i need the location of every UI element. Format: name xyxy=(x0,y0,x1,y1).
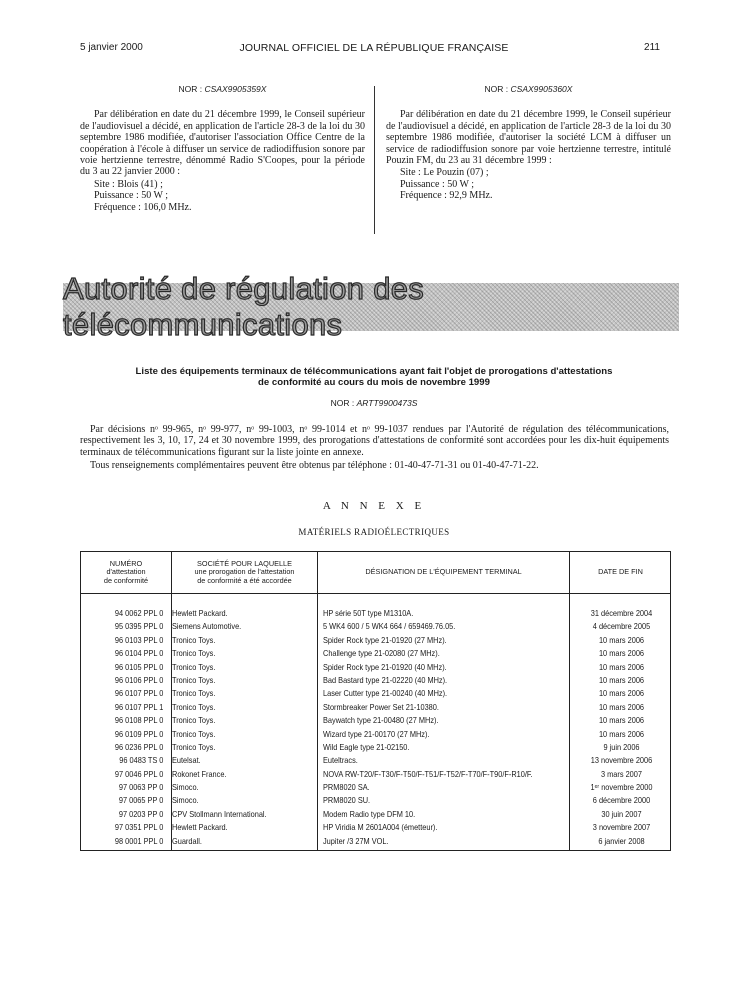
cell-designation: Spider Rock type 21-01920 (40 MHz). xyxy=(323,662,447,672)
cell-societe: Tronico Toys. xyxy=(172,716,216,726)
cell-date: 31 décembre 2004 xyxy=(590,609,653,618)
right-notice-frequence: Fréquence : 92,9 MHz. xyxy=(400,190,493,202)
table-row xyxy=(81,687,670,700)
right-nor-label: NOR : xyxy=(484,84,509,94)
cell-numero: 97 0065 PP 0 xyxy=(118,796,164,806)
left-nor-label: NOR : xyxy=(178,84,203,94)
left-notice xyxy=(80,84,365,213)
cell-numero: 96 0105 PPL 0 xyxy=(114,662,164,672)
table-row xyxy=(81,714,670,727)
left-nor-reference xyxy=(80,84,365,95)
cell-designation: Jupiter /3 27M VOL. xyxy=(323,836,389,846)
cell-numero: 97 0063 PP 0 xyxy=(118,783,164,793)
cell-numero: 98 0001 PPL 0 xyxy=(114,836,164,846)
table-row xyxy=(81,620,670,633)
table-row xyxy=(81,794,670,807)
annexe-subtitle: MATÉRIELS RADIOÉLECTRIQUES xyxy=(298,527,450,537)
cell-date: 10 mars 2006 xyxy=(598,635,645,645)
right-notice-site: Site : Le Pouzin (07) ; xyxy=(400,167,489,179)
header-journal-title: JOURNAL OFFICIEL DE LA RÉPUBLIQUE FRANÇAISE xyxy=(239,42,509,54)
cell-societe: Tronico Toys. xyxy=(172,742,216,752)
list-paragraph-decisions: Par décisions nᵒ 99-965, nᵒ 99-977, nᵒ 99-1003, nᵒ 99-1014 et nᵒ 99-1037 rendues par l'Autorité de régulation des télécommunications, respectivement les 3, 10, 17, 24 et 30 novembre 1999, des prorogations d'attestations de conformité sont accordées pour les dix-huit équipements terminaux de télécommunications figurant sur la liste jointe en annexe. xyxy=(80,424,669,458)
cell-numero: 97 0046 PPL 0 xyxy=(114,769,164,779)
table-row xyxy=(81,607,670,620)
cell-date: 3 mars 2007 xyxy=(601,769,642,779)
cell-date: 10 mars 2006 xyxy=(598,729,645,739)
cell-date: 1ᵉʳ novembre 2000 xyxy=(590,783,653,793)
cell-designation: Stormbreaker Power Set 21-10380. xyxy=(323,702,439,712)
section-banner xyxy=(63,271,679,342)
list-title xyxy=(0,366,748,388)
table-row xyxy=(81,661,670,674)
header-page-number: 211 xyxy=(644,42,660,53)
cell-societe: CPV Stollmann International. xyxy=(172,809,267,819)
cell-designation: Wild Eagle type 21-02150. xyxy=(323,742,410,752)
cell-designation: PRM8020 SU. xyxy=(323,796,371,806)
cell-societe: Tronico Toys. xyxy=(172,649,216,659)
cell-societe: Tronico Toys. xyxy=(172,662,216,672)
table-row xyxy=(81,741,670,754)
cell-numero: 96 0107 PPL 1 xyxy=(114,702,164,712)
column-divider xyxy=(374,86,375,234)
cell-societe: Tronico Toys. xyxy=(172,689,216,699)
cell-societe: Hewlett Packard. xyxy=(172,609,228,618)
table-header-societe: SOCIÉTÉ POUR LAQUELLE une prorogation de l'attestation de conformité a été accordée xyxy=(194,559,295,585)
cell-numero: 97 0351 PPL 0 xyxy=(114,823,164,833)
left-nor-code: CSAX9905359X xyxy=(204,84,267,94)
right-nor-code: CSAX9905360X xyxy=(510,84,573,94)
table-header-rule xyxy=(81,593,670,594)
cell-designation: HP série 50T type M1310A. xyxy=(323,609,414,618)
list-title-line-1: Liste des équipements terminaux de télécommunications ayant fait l'objet de prorogations d'attestations xyxy=(135,366,613,377)
list-title-line-2: de conformité au cours du mois de novembre 1999 xyxy=(258,377,490,388)
cell-designation: Laser Cutter type 21-00240 (40 MHz). xyxy=(323,689,448,699)
cell-date: 6 décembre 2000 xyxy=(592,796,651,806)
cell-date: 10 mars 2006 xyxy=(598,649,645,659)
cell-designation: PRM8020 SA. xyxy=(323,783,370,793)
cell-date: 13 novembre 2006 xyxy=(590,756,653,766)
left-notice-frequence: Fréquence : 106,0 MHz. xyxy=(94,201,192,213)
left-notice-site: Site : Blois (41) ; xyxy=(94,178,163,190)
left-notice-text: Par délibération en date du 21 décembre 1999, le Conseil supérieur de l'audiovisuel a décidé, en application de l'article 28-3 de la loi du 30 septembre 1986 modifiée, d'autoriser l'association Office Centre de la coopération à l'école à diffuser un service de radiodiffusion sonore par voie hertzienne terrestre, dénommé Radio S'Coopes, pour la période du 3 au 22 janvier 2000 : xyxy=(80,109,365,178)
cell-designation: Spider Rock type 21-01920 (27 MHz). xyxy=(323,635,447,645)
table-row xyxy=(81,647,670,660)
right-notice xyxy=(386,84,671,202)
list-nor-code: ARTT9900473S xyxy=(356,398,418,408)
cell-numero: 95 0395 PPL 0 xyxy=(114,622,164,632)
cell-societe: Tronico Toys. xyxy=(172,635,216,645)
cell-designation: Modem Radio type DFM 10. xyxy=(323,809,416,819)
table-row xyxy=(81,821,670,834)
cell-designation: Bad Bastard type 21-02220 (40 MHz). xyxy=(323,675,448,685)
cell-designation: Euteltracs. xyxy=(323,756,358,766)
table-row xyxy=(81,781,670,794)
table-row xyxy=(81,634,670,647)
cell-societe: Eutelsat. xyxy=(172,756,201,766)
right-notice-puissance: Puissance : 50 W ; xyxy=(400,178,475,190)
cell-date: 4 décembre 2005 xyxy=(592,622,651,632)
table-row xyxy=(81,768,670,781)
list-body xyxy=(80,424,669,474)
cell-designation: NOVA RW-T20/F-T30/F-T50/F-T51/F-T52/F-T70/F-T90/F-R10/F. xyxy=(323,769,533,779)
cell-societe: Simoco. xyxy=(172,796,199,806)
cell-numero: 96 0107 PPL 0 xyxy=(114,689,164,699)
cell-numero: 96 0104 PPL 0 xyxy=(114,649,164,659)
cell-societe: Tronico Toys. xyxy=(172,729,216,739)
table-row xyxy=(81,835,670,848)
cell-societe: Siemens Automotive. xyxy=(172,622,242,632)
cell-numero: 96 0103 PPL 0 xyxy=(114,635,164,645)
cell-date: 30 juin 2007 xyxy=(601,809,642,819)
cell-designation: Baywatch type 21-00480 (27 MHz). xyxy=(323,716,439,726)
cell-designation: 5 WK4 600 / 5 WK4 664 / 659469.76.05. xyxy=(323,622,456,632)
left-notice-puissance: Puissance : 50 W ; xyxy=(94,190,169,202)
cell-societe: Rokonet France. xyxy=(172,769,227,779)
cell-date: 6 janvier 2008 xyxy=(598,836,645,846)
equipment-table xyxy=(80,551,671,851)
table-header-date: DATE DE FIN xyxy=(598,567,643,577)
table-header-designation: DÉSIGNATION DE L'ÉQUIPEMENT TERMINAL xyxy=(365,567,522,577)
annexe-title: A N N E X E xyxy=(322,500,426,512)
table-header-numero: NUMÉRO d'attestation de conformité xyxy=(103,559,149,585)
cell-designation: Wizard type 21-00170 (27 MHz). xyxy=(323,729,430,739)
cell-numero: 94 0062 PPL 0 xyxy=(114,609,164,618)
cell-numero: 97 0203 PP 0 xyxy=(118,809,164,819)
list-nor-reference xyxy=(0,398,748,408)
cell-designation: Challenge type 21-02080 (27 MHz). xyxy=(323,649,440,659)
list-paragraph-contact: Tous renseignements complémentaires peuvent être obtenus par téléphone : 01-40-47-71-31 ou 01-40-47-71-22. xyxy=(90,460,539,472)
list-nor-label: NOR : xyxy=(330,398,355,408)
cell-date: 3 novembre 2007 xyxy=(592,823,651,833)
cell-numero: 96 0236 PPL 0 xyxy=(114,742,164,752)
table-row xyxy=(81,674,670,687)
cell-date: 10 mars 2006 xyxy=(598,662,645,672)
table-row xyxy=(81,808,670,821)
cell-numero: 96 0483 TS 0 xyxy=(119,756,164,766)
cell-societe: Hewlett Packard. xyxy=(172,823,228,833)
cell-numero: 96 0106 PPL 0 xyxy=(114,675,164,685)
section-banner-title: Autorité de régulation des télécommunications xyxy=(63,271,425,342)
header-date: 5 janvier 2000 xyxy=(80,42,143,53)
cell-numero: 96 0108 PPL 0 xyxy=(114,716,164,726)
cell-date: 10 mars 2006 xyxy=(598,689,645,699)
cell-societe: Tronico Toys. xyxy=(172,702,216,712)
right-notice-text: Par délibération en date du 21 décembre 1999, le Conseil supérieur de l'audiovisuel a décidé, en application de l'article 28-3 de la loi du 30 septembre 1986 modifiée, d'autoriser la société LCM à diffuser un service de radiodiffusion sonore par voie hertzienne terrestre, intitulé Pouzin FM, du 23 au 31 décembre 1999 : xyxy=(386,109,671,167)
cell-numero: 96 0109 PPL 0 xyxy=(114,729,164,739)
cell-date: 9 juin 2006 xyxy=(603,742,640,752)
cell-date: 10 mars 2006 xyxy=(598,716,645,726)
table-row xyxy=(81,728,670,741)
table-body xyxy=(81,607,670,848)
table-row xyxy=(81,701,670,714)
cell-societe: Simoco. xyxy=(172,783,199,793)
cell-societe: Guardall. xyxy=(172,836,202,846)
table-row xyxy=(81,754,670,767)
cell-societe: Tronico Toys. xyxy=(172,675,216,685)
cell-designation: HP Viridia M 2601A004 (émetteur). xyxy=(323,823,438,833)
cell-date: 10 mars 2006 xyxy=(598,675,645,685)
right-nor-reference xyxy=(386,84,671,95)
cell-date: 10 mars 2006 xyxy=(598,702,645,712)
